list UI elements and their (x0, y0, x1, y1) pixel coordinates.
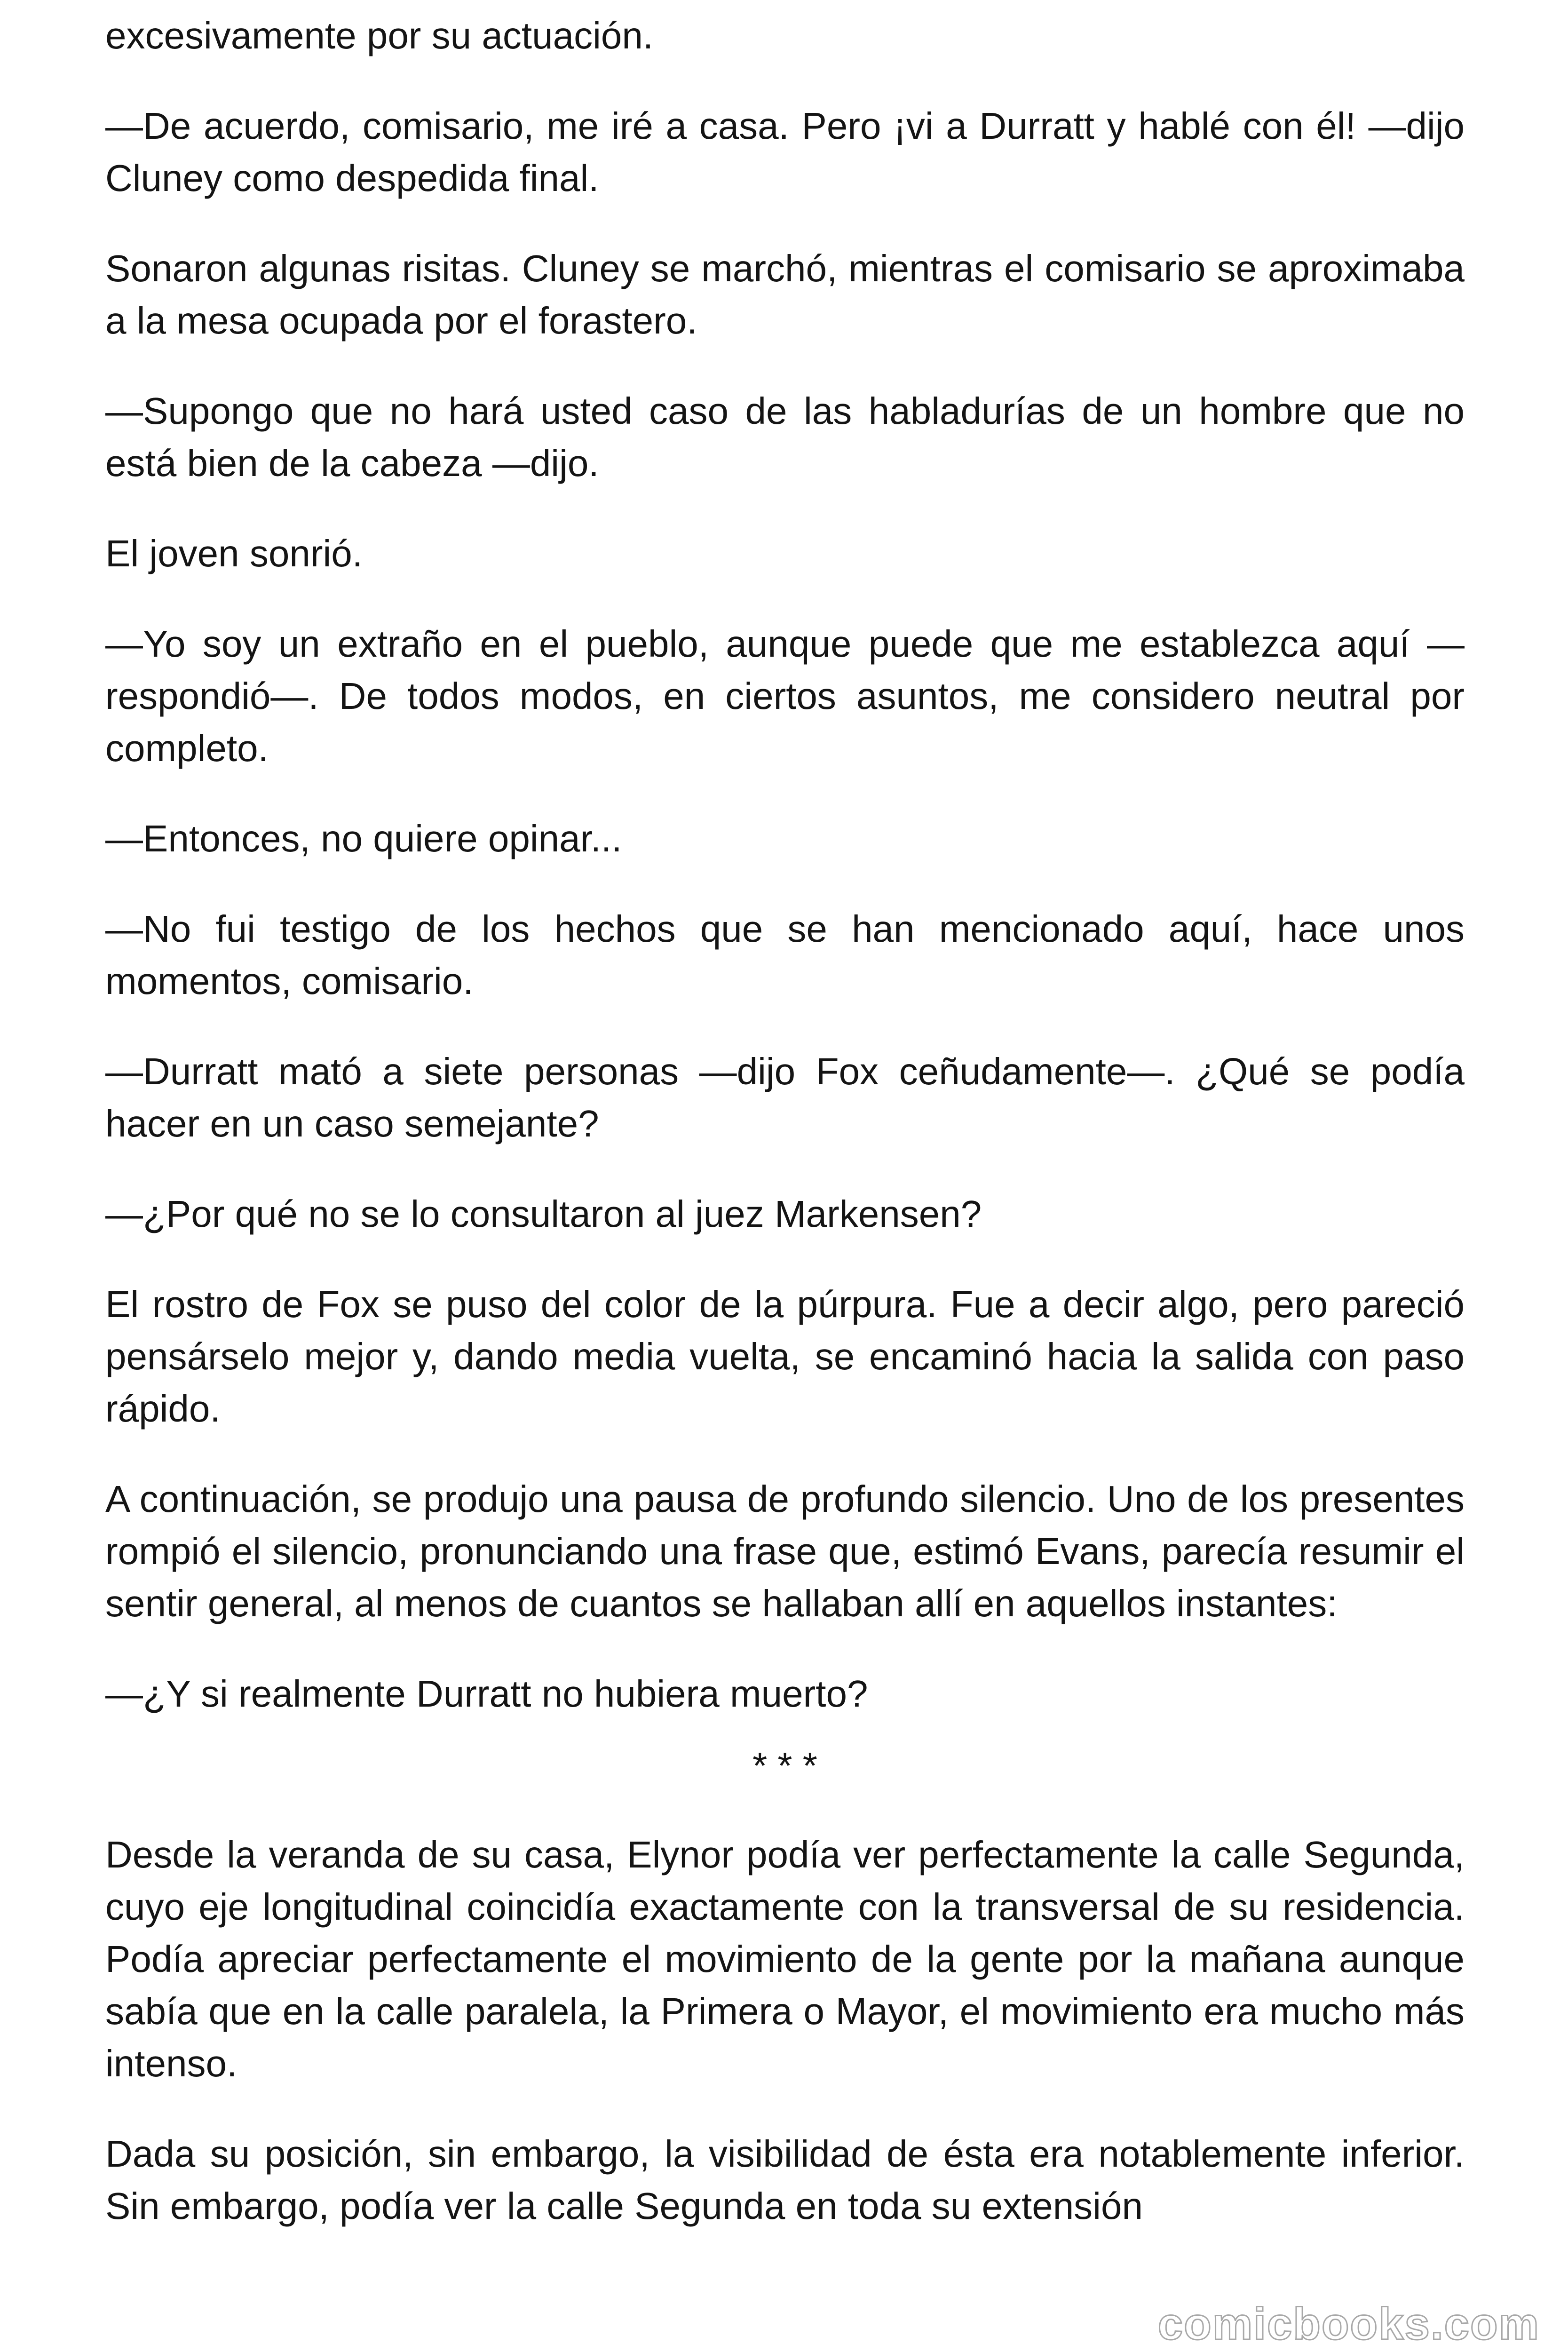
section-separator: * * * (752, 1745, 817, 1787)
paragraph: —¿Y si realmente Durratt no hubiera muerto? (105, 1673, 868, 1715)
paragraph: El rostro de Fox se puso del color de la púrpura. Fue a decir algo, pero pareció pensárselo mejor y, dando media vuelta, se encaminó hacia la salida con paso rápido. (105, 1283, 1465, 1430)
paragraph: —Entonces, no quiere opinar... (105, 818, 622, 859)
paragraph: —Supongo que no hará usted caso de las habladurías de un hombre que no está bien de la cabeza —dijo. (105, 390, 1465, 484)
paragraph: El joven sonrió. (105, 532, 363, 574)
paragraph: A continuación, se produjo una pausa de profundo silencio. Uno de los presentes rompió el silencio, pronunciando una frase que, estimó Evans, parecía resumir el sentir general, al menos de cuantos se hallaban allí en aquellos instantes: (105, 1478, 1465, 1624)
paragraph: excesivamente por su actuación. (105, 15, 654, 56)
paragraph: —De acuerdo, comisario, me iré a casa. Pero ¡vi a Durratt y hablé con él! —dijo Cluney como despedida final. (105, 105, 1465, 199)
paragraph: Desde la veranda de su casa, Elynor podía ver perfectamente la calle Segunda, cuyo eje longitudinal coincidía exactamente con la transversal de su residencia. Podía apreciar perfectamente el movimiento de la gente por la mañana aunque sabía que en la calle paralela, la Primera o Mayor, el movimiento era mucho más intenso. (105, 1834, 1465, 2084)
paragraph: —No fui testigo de los hechos que se han mencionado aquí, hace unos momentos, comisario. (105, 908, 1465, 1002)
paragraph: —Yo soy un extraño en el pueblo, aunque puede que me establezca aquí —respondió—. De todos modos, en ciertos asuntos, me considero neutral por completo. (105, 623, 1465, 769)
paragraph: Dada su posición, sin embargo, la visibilidad de ésta era notablemente inferior. Sin embargo, podía ver la calle Segunda en toda su extensión (105, 2133, 1465, 2227)
paragraph: —Durratt mató a siete personas —dijo Fox ceñudamente—. ¿Qué se podía hacer en un caso semejante? (105, 1050, 1465, 1144)
paragraph: Sonaron algunas risitas. Cluney se marchó, mientras el comisario se aproximaba a la mesa ocupada por el forastero. (105, 247, 1465, 342)
paragraph: —¿Por qué no se lo consultaron al juez Markensen? (105, 1193, 982, 1235)
site-watermark: comicbooks.com (1157, 2299, 1540, 2349)
body-text (105, 9, 1465, 2270)
